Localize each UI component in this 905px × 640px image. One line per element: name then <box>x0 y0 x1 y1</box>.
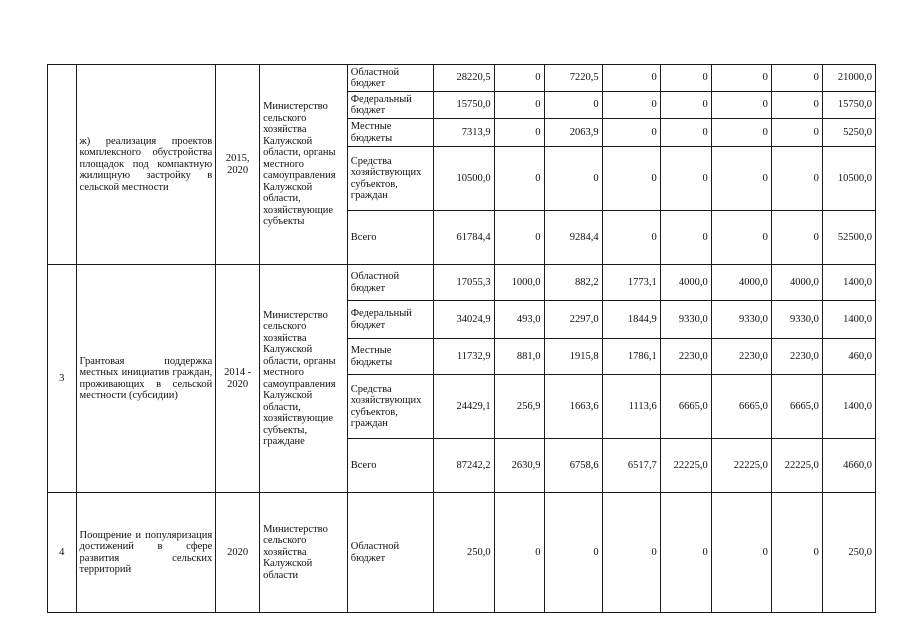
funding-value: 2297,0 <box>544 301 602 339</box>
funding-value: 0 <box>771 147 822 211</box>
funding-value: 0 <box>660 147 711 211</box>
funding-value: 0 <box>494 211 544 265</box>
funding-value: 2230,0 <box>771 339 822 375</box>
funding-value: 15750,0 <box>822 92 875 119</box>
funding-value: 1400,0 <box>822 375 875 439</box>
funding-value: 0 <box>602 493 660 613</box>
funding-value: 4000,0 <box>660 265 711 301</box>
funding-value: 9284,4 <box>544 211 602 265</box>
funding-value: 2230,0 <box>711 339 771 375</box>
measure-name: ж) реализация проектов комплексного обустройства площадок под компактную жилищную застройку в сельской местности <box>76 65 216 265</box>
funding-source: Федеральный бюджет <box>347 92 434 119</box>
funding-value: 1400,0 <box>822 265 875 301</box>
funding-value: 0 <box>602 119 660 147</box>
funding-value: 493,0 <box>494 301 544 339</box>
funding-value: 6665,0 <box>771 375 822 439</box>
funding-value: 6517,7 <box>602 439 660 493</box>
funding-value: 17055,3 <box>434 265 494 301</box>
funding-value: 0 <box>602 211 660 265</box>
funding-value: 250,0 <box>434 493 494 613</box>
funding-value: 0 <box>494 92 544 119</box>
funding-value: 1915,8 <box>544 339 602 375</box>
executor: Министерство сельского хозяйства Калужской области, органы местного самоуправления Калужской области, хозяйствующие субъекты <box>260 65 348 265</box>
funding-value: 0 <box>494 493 544 613</box>
funding-value: 0 <box>660 493 711 613</box>
funding-value: 52500,0 <box>822 211 875 265</box>
funding-source: Федеральный бюджет <box>347 301 434 339</box>
funding-source: Всего <box>347 211 434 265</box>
funding-value: 0 <box>544 493 602 613</box>
funding-value: 0 <box>602 92 660 119</box>
table-row <box>48 265 876 301</box>
row-number: 3 <box>48 265 77 493</box>
funding-value: 6665,0 <box>660 375 711 439</box>
funding-value: 4000,0 <box>771 265 822 301</box>
funding-value: 0 <box>771 493 822 613</box>
funding-value: 28220,5 <box>434 65 494 92</box>
funding-source: Областной бюджет <box>347 493 434 613</box>
funding-value: 1844,9 <box>602 301 660 339</box>
implementation-years: 2020 <box>216 493 260 613</box>
funding-value: 10500,0 <box>434 147 494 211</box>
funding-value: 15750,0 <box>434 92 494 119</box>
implementation-years: 2015, 2020 <box>216 65 260 265</box>
funding-value: 0 <box>711 92 771 119</box>
funding-value: 2630,9 <box>494 439 544 493</box>
funding-value: 256,9 <box>494 375 544 439</box>
funding-value: 0 <box>544 92 602 119</box>
funding-value: 0 <box>711 211 771 265</box>
funding-value: 11732,9 <box>434 339 494 375</box>
funding-value: 5250,0 <box>822 119 875 147</box>
funding-source: Областной бюджет <box>347 65 434 92</box>
funding-value: 1113,6 <box>602 375 660 439</box>
funding-value: 9330,0 <box>711 301 771 339</box>
implementation-years: 2014 - 2020 <box>216 265 260 493</box>
row-number <box>48 65 77 265</box>
row-number: 4 <box>48 493 77 613</box>
funding-value: 0 <box>660 211 711 265</box>
funding-source: Всего <box>347 439 434 493</box>
funding-value: 0 <box>494 119 544 147</box>
funding-source: Областной бюджет <box>347 265 434 301</box>
funding-source: Средства хозяйствующих субъектов, граждан <box>347 147 434 211</box>
funding-value: 0 <box>660 65 711 92</box>
measure-name: Поощрение и популяризация достижений в сфере развития сельских территорий <box>76 493 216 613</box>
funding-value: 34024,9 <box>434 301 494 339</box>
funding-value: 0 <box>771 65 822 92</box>
funding-value: 460,0 <box>822 339 875 375</box>
funding-value: 10500,0 <box>822 147 875 211</box>
funding-value: 0 <box>602 65 660 92</box>
funding-value: 1000,0 <box>494 265 544 301</box>
funding-value: 0 <box>494 147 544 211</box>
funding-value: 21000,0 <box>822 65 875 92</box>
funding-value: 0 <box>711 65 771 92</box>
funding-value: 1663,6 <box>544 375 602 439</box>
funding-source: Местные бюджеты <box>347 339 434 375</box>
funding-value: 22225,0 <box>660 439 711 493</box>
funding-value: 2230,0 <box>660 339 711 375</box>
funding-value: 4660,0 <box>822 439 875 493</box>
funding-value: 87242,2 <box>434 439 494 493</box>
measure-name: Грантовая поддержка местных инициатив граждан, проживающих в сельской местности (субсидии) <box>76 265 216 493</box>
funding-value: 1773,1 <box>602 265 660 301</box>
funding-value: 0 <box>711 147 771 211</box>
funding-value: 0 <box>771 119 822 147</box>
funding-value: 6758,6 <box>544 439 602 493</box>
table-body <box>48 65 876 613</box>
funding-value: 0 <box>602 147 660 211</box>
funding-value: 9330,0 <box>771 301 822 339</box>
funding-value: 882,2 <box>544 265 602 301</box>
funding-value: 22225,0 <box>771 439 822 493</box>
executor: Министерство сельского хозяйства Калужской области <box>260 493 348 613</box>
funding-value: 0 <box>494 65 544 92</box>
funding-value: 22225,0 <box>711 439 771 493</box>
funding-value: 0 <box>660 92 711 119</box>
funding-value: 881,0 <box>494 339 544 375</box>
funding-value: 1786,1 <box>602 339 660 375</box>
funding-value: 61784,4 <box>434 211 494 265</box>
funding-value: 0 <box>660 119 711 147</box>
funding-value: 6665,0 <box>711 375 771 439</box>
funding-value: 4000,0 <box>711 265 771 301</box>
funding-value: 2063,9 <box>544 119 602 147</box>
funding-value: 0 <box>544 147 602 211</box>
funding-value: 7220,5 <box>544 65 602 92</box>
funding-value: 7313,9 <box>434 119 494 147</box>
funding-value: 0 <box>771 211 822 265</box>
funding-value: 0 <box>771 92 822 119</box>
table-row <box>48 493 876 613</box>
funding-value: 0 <box>711 119 771 147</box>
funding-source: Местные бюджеты <box>347 119 434 147</box>
executor: Министерство сельского хозяйства Калужской области, органы местного самоуправления Калужской области, хозяйствующие субъекты, граждане <box>260 265 348 493</box>
program-funding-table <box>47 64 876 613</box>
funding-source: Средства хозяйствующих субъектов, граждан <box>347 375 434 439</box>
funding-value: 250,0 <box>822 493 875 613</box>
funding-value: 9330,0 <box>660 301 711 339</box>
funding-value: 1400,0 <box>822 301 875 339</box>
table-row <box>48 65 876 92</box>
funding-value: 24429,1 <box>434 375 494 439</box>
funding-value: 0 <box>711 493 771 613</box>
